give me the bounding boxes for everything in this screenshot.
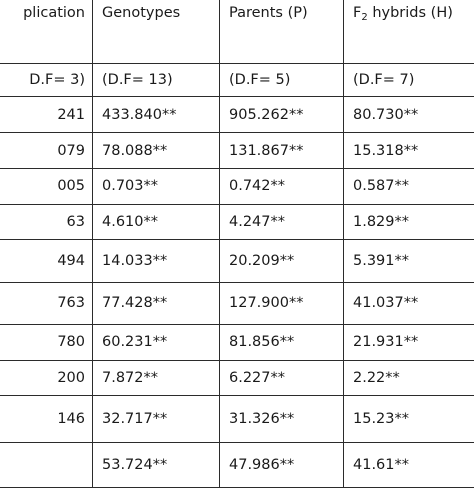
df-cell: D.F= 3) [0, 64, 93, 97]
table-cell: 200 [0, 360, 93, 396]
table-row [0, 97, 474, 133]
table-cell: 0.587** [344, 168, 474, 204]
table-cell: 15.318** [344, 133, 474, 169]
table-row [0, 240, 474, 282]
table-cell: 4.610** [93, 204, 220, 240]
table-cell: 6.227** [220, 360, 344, 396]
table-cell: 0.703** [93, 168, 220, 204]
table-cell: 20.209** [220, 240, 344, 282]
df-cell: (D.F= 13) [93, 64, 220, 97]
table-cell: 905.262** [220, 97, 344, 133]
table-cell: 81.856** [220, 325, 344, 361]
table-cell: 63 [0, 204, 93, 240]
header-genotypes: Genotypes [93, 0, 220, 64]
table-cell: 131.867** [220, 133, 344, 169]
table-cell: 1.829** [344, 204, 474, 240]
df-row [0, 64, 474, 97]
header-f2-hybrids: $F_2$ hybrids (H) [344, 0, 474, 64]
table-row [0, 133, 474, 169]
header-replication: plication [0, 0, 93, 64]
table-row [0, 204, 474, 240]
table-row [0, 396, 474, 443]
header-row [0, 0, 474, 64]
table-cell: 80.730** [344, 97, 474, 133]
table-cell: 5.391** [344, 240, 474, 282]
table-cell: 14.033** [93, 240, 220, 282]
table-cell: 41.037** [344, 282, 474, 324]
table-cell: 78.088** [93, 133, 220, 169]
table-row [0, 360, 474, 396]
table-cell: 31.326** [220, 396, 344, 443]
table-cell: 146 [0, 396, 93, 443]
table-row [0, 282, 474, 324]
table-cell: 53.724** [93, 443, 220, 488]
table-cell: 7.872** [93, 360, 220, 396]
df-cell: (D.F= 7) [344, 64, 474, 97]
table-cell: 0.742** [220, 168, 344, 204]
table-cell: 41.61** [344, 443, 474, 488]
table-cell: 763 [0, 282, 93, 324]
table-body [0, 64, 474, 488]
df-cell: (D.F= 5) [220, 64, 344, 97]
header-parents: Parents (P) [220, 0, 344, 64]
table-cell [0, 443, 93, 488]
table-cell: 005 [0, 168, 93, 204]
table-cell: 15.23** [344, 396, 474, 443]
table-row [0, 325, 474, 361]
table-cell: 127.900** [220, 282, 344, 324]
table-cell: 241 [0, 97, 93, 133]
table-cell: 494 [0, 240, 93, 282]
table-row [0, 168, 474, 204]
table-row [0, 443, 474, 488]
table-cell: 433.840** [93, 97, 220, 133]
table-cell: 2.22** [344, 360, 474, 396]
table-cell: 21.931** [344, 325, 474, 361]
table-cell: 60.231** [93, 325, 220, 361]
table-cell: 4.247** [220, 204, 344, 240]
table-cell: 32.717** [93, 396, 220, 443]
table-cell: 079 [0, 133, 93, 169]
table-cell: 77.428** [93, 282, 220, 324]
table-cell: 780 [0, 325, 93, 361]
table-cell: 47.986** [220, 443, 344, 488]
